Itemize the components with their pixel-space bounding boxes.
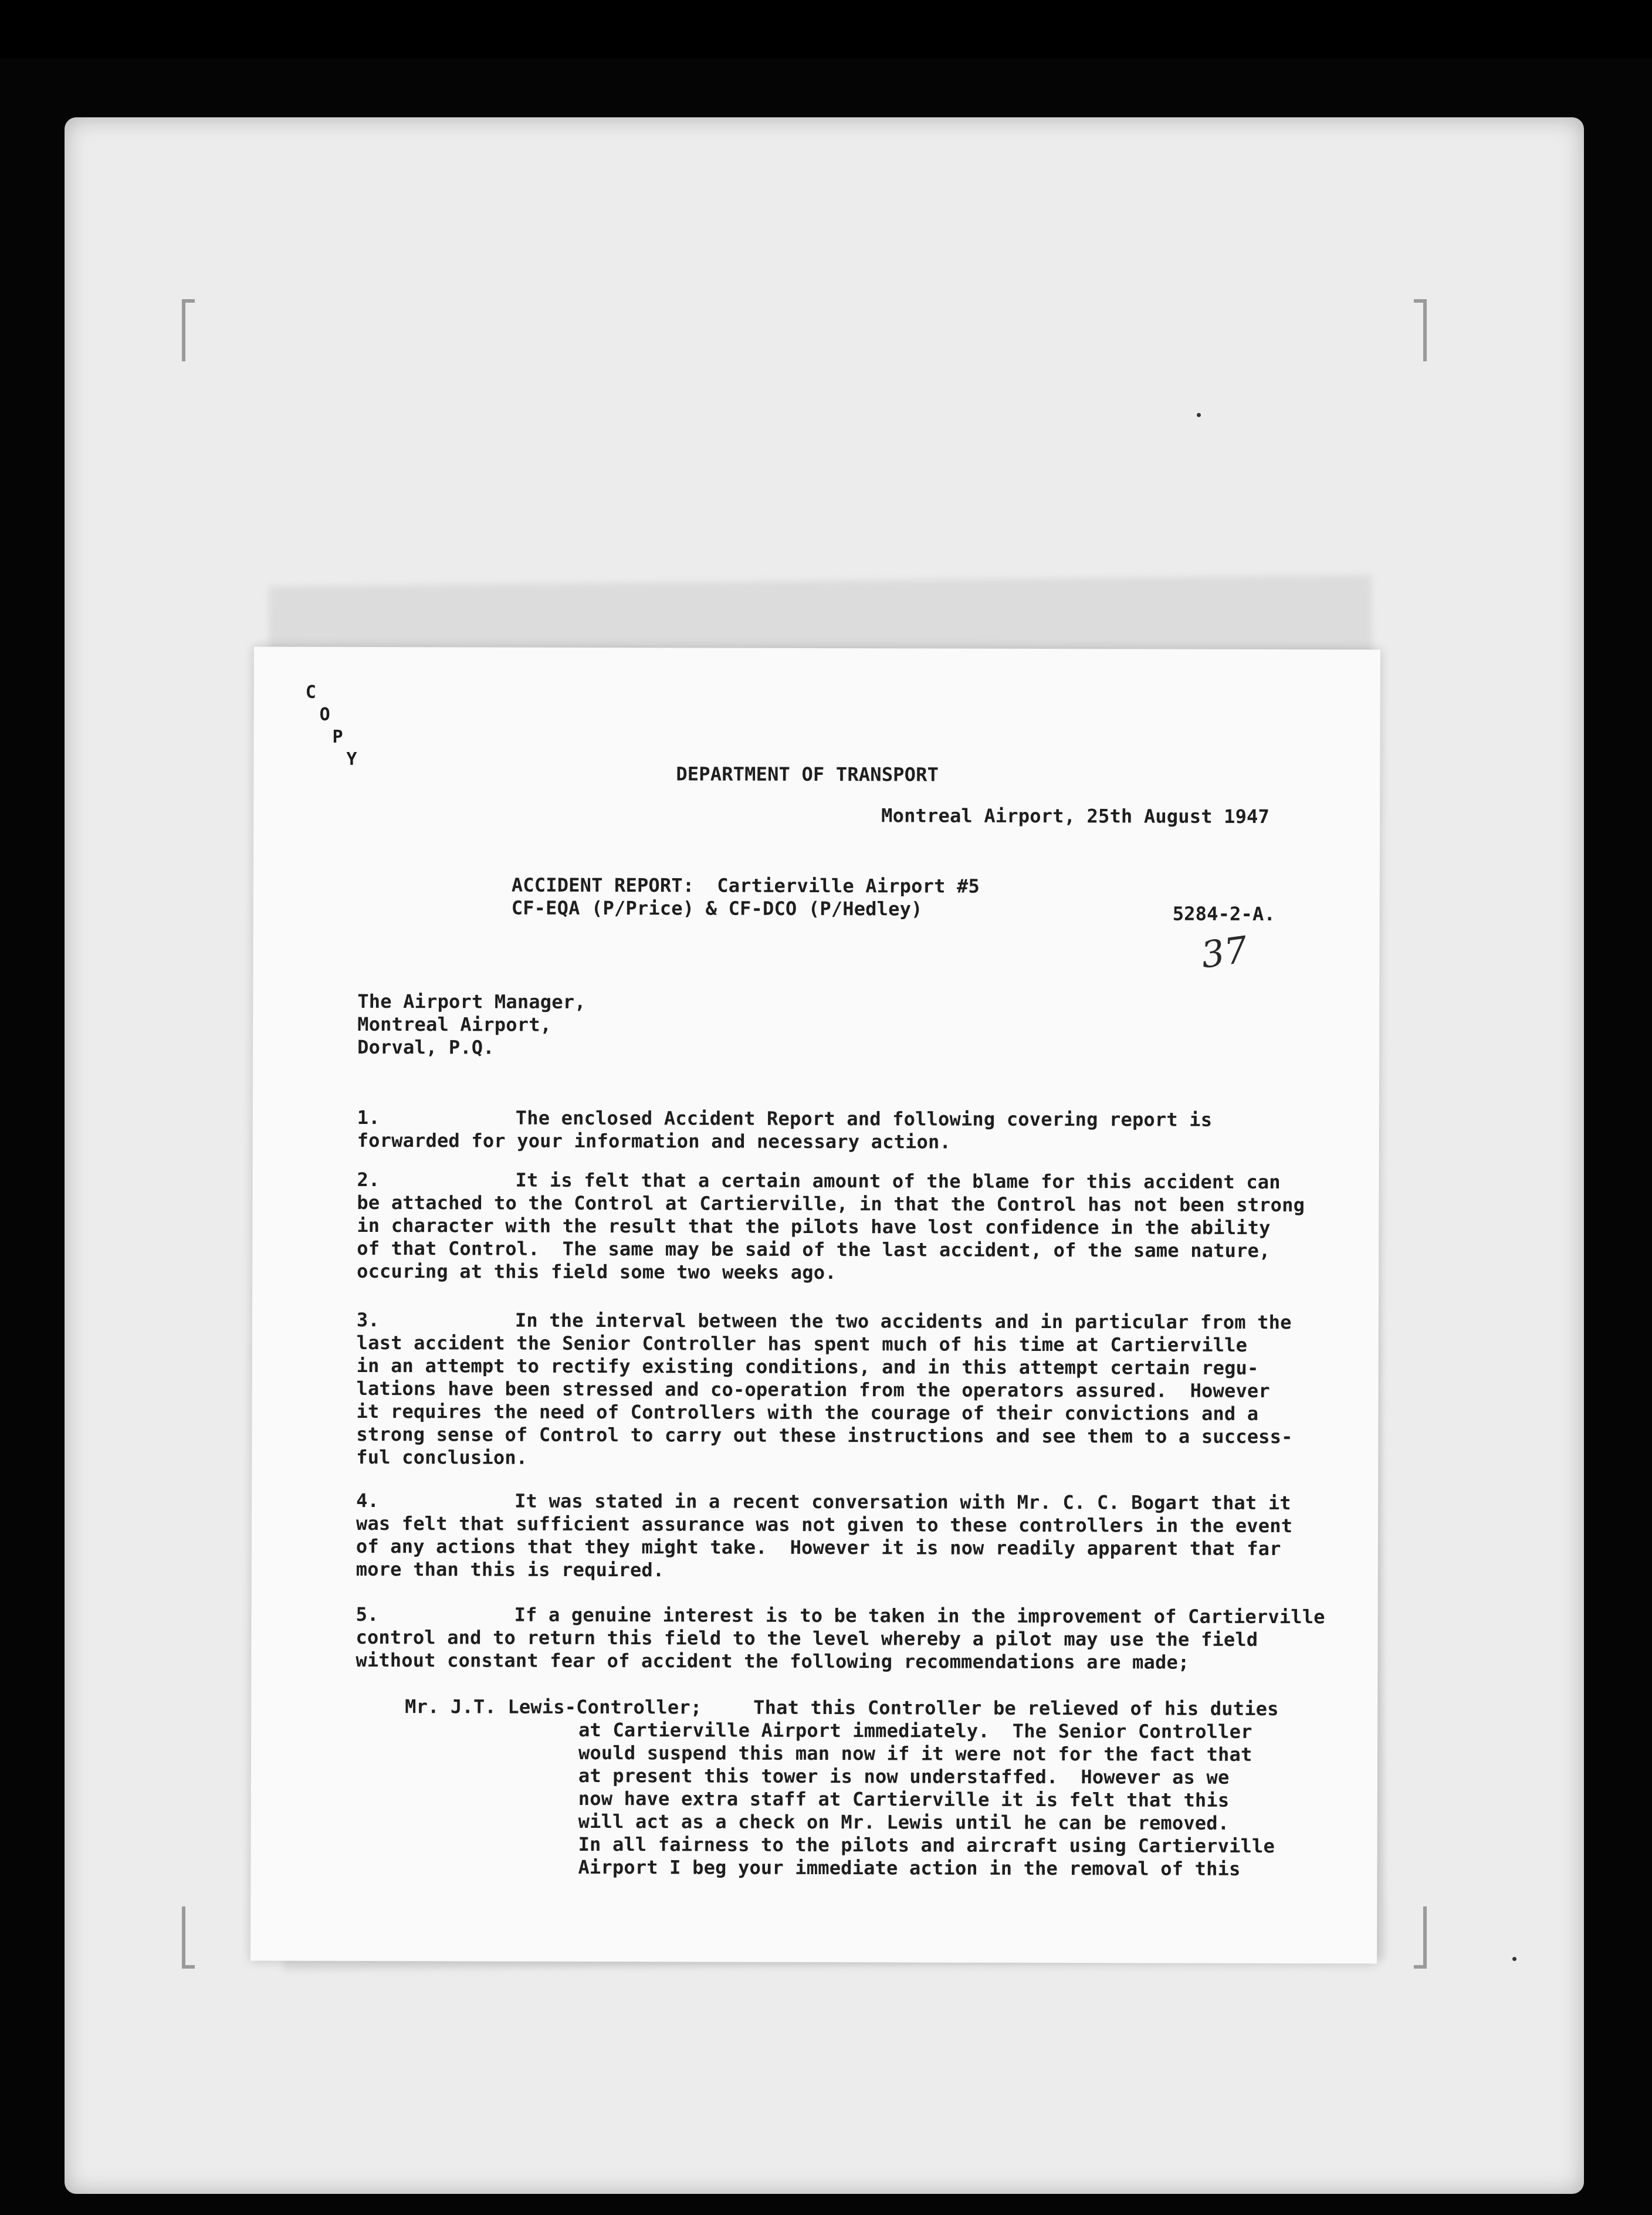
addressee-line: The Airport Manager, [357,990,586,1013]
recommendation-body: That this Controller be relieved of his duties at Cartierville Airport immediately. The Senior Controller would suspend this man now if it were not for the fact that at present this tower is now understaffed. However as we now have extra staff at Cartierville it is felt that this will act as a check on Mr. Lewis until he can be removed. In all fairness to the pilots and aircraft using Cartierville Airport I beg your immediate action in the removal of this [578,1696,1279,1880]
paragraph-body: It was stated in a recent conversation with Mr. C. C. Bogart that it was felt that sufficient assurance was not given to these controllers in the event of any actions that they might take. However it is now readily apparent that far more than this is required. [356,1489,1293,1581]
paragraph-number: 3. [356,1308,380,1332]
film-top-band [0,0,1652,59]
addressee-line: Dorval, P.Q. [357,1035,495,1059]
paragraph-body: In the interval between the two accidents and in particular from the last accident the Senior Controller has spent much of his time at Cartierville in an attempt to rectify existing conditions, and in this attempt certain regu- lations have been stressed and co-operation from the operators assured. However it requires the need of Controllers with the courage of their convictions and a strong sense of Control to carry out these instructions and see them to a success- ful conclusion. [356,1309,1293,1469]
paragraph-body: The enclosed Accident Report and following covering report is forwarded for your information and necessary action. [357,1106,1213,1153]
crop-mark-bottom-right [1414,1906,1427,1969]
subject-line-1: ACCIDENT REPORT: Cartierville Airport #5 [511,873,980,897]
crop-mark-top-right [1414,299,1427,361]
copy-stamp-letter: C [305,682,316,703]
addressee-line: Montreal Airport, [357,1012,552,1036]
dust-speck [1197,413,1201,417]
paragraph-body: If a genuine interest is to be taken in the improvement of Cartierville control and to return this field to the level whereby a pilot may use the field without constant fear of accident the following recommendations are made; [356,1603,1325,1674]
copy-stamp-letter: P [332,726,343,747]
recommendation-label: Mr. J.T. Lewis-Controller; [405,1695,702,1719]
crop-mark-bottom-left [182,1906,195,1969]
subject-line-2: CF-EQA (P/Price) & CF-DCO (P/Hedley) [511,896,923,920]
paragraph-number: 4. [356,1489,380,1512]
handwritten-page-number: 37 [1198,927,1251,977]
copy-stamp-letter: Y [346,749,357,770]
place-date-line: Montreal Airport, 25th August 1947 [881,804,1270,828]
paragraph-number: 5. [356,1603,379,1626]
paragraph-number: 1. [357,1106,380,1129]
paragraph-body: It is felt that a certain amount of the blame for this accident can be attached to the Control at Cartierville, in that the Control has not been strong in character with the result that the pilots have lost confidence in the ability of that Control. The same may be said of the last accident, of the same nature, occuring at this field some two weeks ago. [357,1169,1305,1284]
paragraph-number: 2. [357,1168,380,1191]
crop-mark-top-left [182,299,195,361]
document-page [250,646,1380,1963]
file-reference: 5284-2-A. [1172,902,1276,926]
department-heading: DEPARTMENT OF TRANSPORT [676,763,939,786]
copy-stamp-letter: O [319,704,330,725]
dust-speck [1512,1957,1516,1961]
